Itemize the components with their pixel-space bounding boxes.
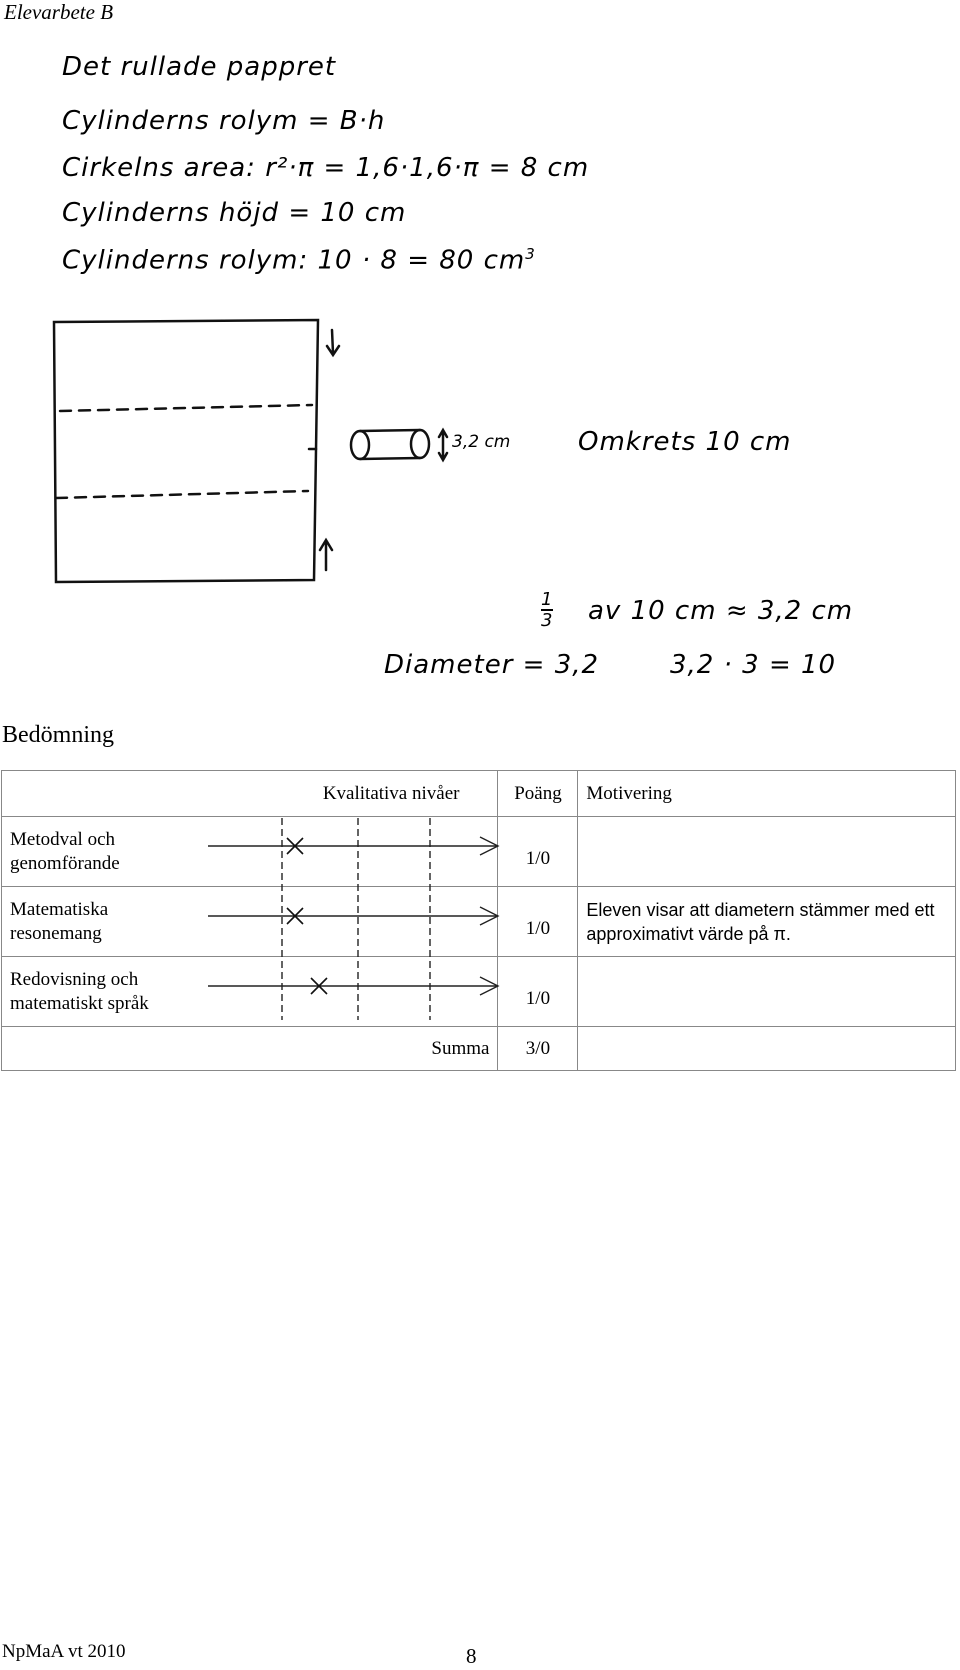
criterion-cell: Metodval och genomförande bbox=[2, 817, 498, 887]
hand-volume-result: Cylinderns rolym: 10 · 8 = 80 $cm^3$ bbox=[62, 245, 536, 276]
motivation-header: Motivering bbox=[578, 771, 956, 817]
hand-circle-area: Cirkelns area: r²·π = 1,6·1,6·π = 8 cm bbox=[62, 153, 590, 183]
page-number: 8 bbox=[466, 1644, 477, 1668]
page-header-title: Elevarbete B bbox=[4, 0, 114, 24]
hand-volume-formula: Cylinderns rolym = B·h bbox=[62, 106, 386, 136]
points-cell: 1/0 bbox=[498, 887, 578, 957]
hand-diameter: Diameter = 3,2 bbox=[384, 650, 600, 680]
sum-label: Summa bbox=[2, 1027, 498, 1071]
criterion-cell: Redovisning och matematiskt språk bbox=[2, 957, 498, 1027]
points-header: Poäng bbox=[498, 771, 578, 817]
hand-third-calc: av 10 cm ≈ 3,2 cm bbox=[588, 596, 854, 626]
footer-course: NpMaA vt 2010 bbox=[2, 1641, 126, 1662]
hand-circumference: Omkrets 10 cm bbox=[578, 427, 792, 457]
hand-fraction: 1 3 bbox=[541, 589, 554, 631]
motivation-cell: Eleven visar att diametern stämmer med ett approximativt värde på π. bbox=[578, 887, 956, 957]
hand-height: Cylinderns höjd = 10 cm bbox=[62, 198, 407, 228]
hand-title: Det rullade pappret bbox=[62, 52, 337, 82]
sum-row bbox=[2, 1027, 956, 1071]
points-cell: 1/0 bbox=[498, 817, 578, 887]
level-scale bbox=[0, 770, 960, 1030]
hand-tube-diameter: 3,2 cm bbox=[452, 432, 511, 452]
criterion-cell: Matematiska resonemang bbox=[2, 887, 498, 957]
levels-header: Kvalitativa nivåer bbox=[2, 771, 498, 817]
sum-points: 3/0 bbox=[498, 1027, 578, 1071]
sum-motivation-cell bbox=[578, 1027, 956, 1071]
hand-product: 3,2 · 3 = 10 bbox=[670, 650, 837, 680]
assessment-title: Bedömning bbox=[2, 722, 114, 748]
points-cell: 1/0 bbox=[498, 957, 578, 1027]
